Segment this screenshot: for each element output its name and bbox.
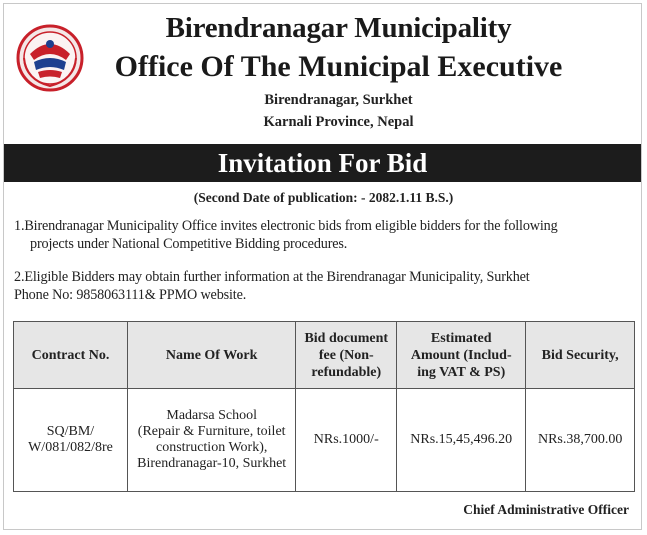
- cell-name-of-work: [127, 389, 295, 492]
- header-bid-fee-line: Bid document: [304, 330, 389, 346]
- signoff: Chief Administrative Officer: [463, 502, 629, 517]
- work-line: Madarsa School: [166, 408, 257, 423]
- header-bid-fee: [296, 322, 397, 389]
- bid-table: [13, 321, 635, 492]
- publication-date: (Second Date of publication: - 2082.1.11 B.S.): [193, 190, 454, 205]
- contract-no-line: W/081/082/8re: [28, 440, 113, 455]
- paragraph-1-line-1: 1.Birendranagar Municipality Office invites electronic bids from eligible bidders for the following: [14, 218, 558, 234]
- cell-bid-fee: NRs.1000/-: [296, 389, 397, 492]
- header-name-of-work: Name Of Work: [127, 322, 295, 389]
- work-line: construction Work),: [155, 440, 268, 455]
- header-estimated-line: Estimated: [430, 330, 492, 346]
- header-bid-fee-line: fee (Non-: [318, 347, 374, 363]
- notice-title-banner: Invitation For Bid: [4, 144, 641, 182]
- cell-estimated-amount: NRs.15,45,496.20: [397, 389, 526, 492]
- paragraph-2-line-2: Phone No: 9858063111& PPMO website.: [14, 287, 247, 303]
- paragraph-1: [14, 217, 634, 253]
- org-name: Birendranagar Municipality: [165, 12, 512, 44]
- header-estimated-line: Amount (Includ-: [410, 347, 512, 363]
- watermark: [272, 280, 442, 314]
- work-line: Birendranagar-10, Surkhet: [137, 456, 287, 471]
- address-line-2: Karnali Province, Nepal: [263, 114, 414, 130]
- notice-page: [3, 3, 642, 530]
- header-bid-security: Bid Security,: [526, 322, 635, 389]
- work-line: (Repair & Furniture, toilet: [137, 424, 286, 439]
- header-contract-no: Contract No.: [14, 322, 128, 389]
- paragraph-1-line-2: projects under National Competitive Bidding procedures.: [30, 236, 348, 252]
- header-bid-fee-line: refundable): [311, 364, 382, 380]
- paragraph-2-line-1: 2.Eligible Bidders may obtain further information at the Birendranagar Municipality, Surkhet: [14, 269, 530, 285]
- header-estimated-amount: [397, 322, 526, 389]
- table-row: [14, 389, 635, 492]
- table-header-row: [14, 322, 635, 389]
- contract-no-line: SQ/BM/: [46, 424, 95, 439]
- cell-contract-no: [14, 389, 128, 492]
- address-line-1: Birendranagar, Surkhet: [264, 92, 413, 108]
- cell-bid-security: NRs.38,700.00: [526, 389, 635, 492]
- header-estimated-line: ing VAT & PS): [417, 364, 506, 380]
- office-name: Office Of The Municipal Executive: [114, 50, 563, 83]
